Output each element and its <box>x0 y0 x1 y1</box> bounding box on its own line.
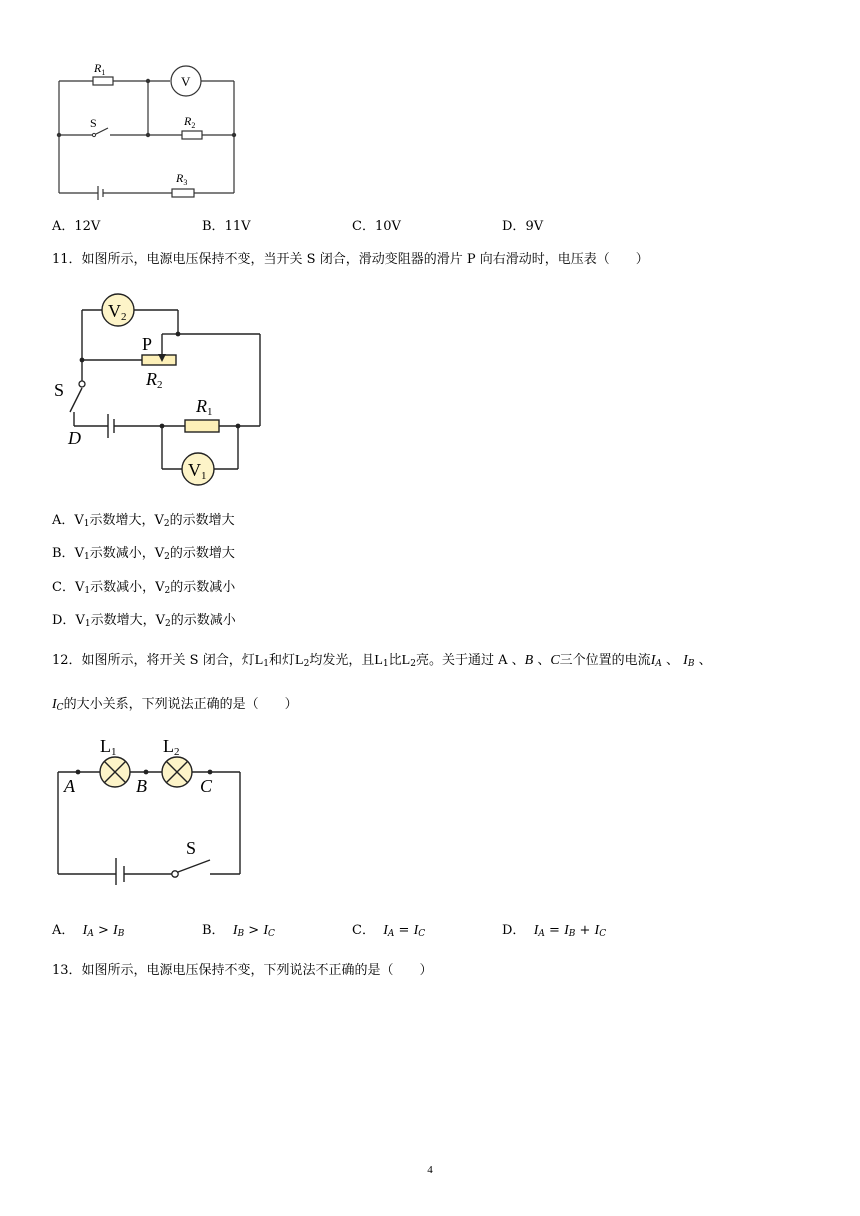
q11-v2-label: V2 <box>108 301 127 323</box>
q12-b-label: B <box>136 776 147 796</box>
q10-switch-label: S <box>90 116 97 130</box>
q12-stem-line1: 12．如图所示，将开关 S 闭合，灯$L_1$和灯$L_2$均发光，且$L_1$比$L_2$亮。关于通过 A 、B 、C三个位置的电流$I_A$ 、 $I_B$ 、 <box>52 653 712 669</box>
q11-s-label: S <box>54 380 65 400</box>
q11-p-label: P <box>142 334 153 354</box>
q10-circuit-diagram <box>50 55 250 205</box>
q12-l1-label: L1 <box>100 736 117 758</box>
q12-stem-line2: $I_C$的大小关系，下列说法正确的是（ ） <box>52 697 298 713</box>
q11-option-c[interactable]: C．$V_1$示数减小，$V_2$的示数减小 <box>52 580 236 596</box>
q11-stem: 11．如图所示，电源电压保持不变，当开关 S 闭合，滑动变阻器的滑片 P 向右滑动时，电压表（ ） <box>52 252 649 267</box>
q13-stem: 13．如图所示，电源电压保持不变，下列说法不正确的是（ ） <box>52 963 433 978</box>
q11-r1-label: R1 <box>196 396 213 418</box>
q11-option-d[interactable]: D．$V_1$示数增大，$V_2$的示数减小 <box>52 613 236 629</box>
q12-l2-label: L2 <box>163 736 180 758</box>
q12-circuit-diagram <box>50 730 250 885</box>
q11-d-label: D <box>68 428 81 448</box>
q12-s-label: S <box>186 838 197 858</box>
q10-option-b[interactable]: B．11V <box>202 219 251 234</box>
q10-voltmeter-label: V <box>181 74 191 89</box>
q12-c-label: C <box>200 776 213 796</box>
q12-option-d[interactable]: D． $I_A = I_B + I_C$ <box>502 923 607 939</box>
page-number: 4 <box>427 1164 433 1176</box>
q12-option-b[interactable]: B． $I_B > I_C$ <box>202 923 275 939</box>
q11-option-a[interactable]: A．$V_1$示数增大，$V_2$的示数增大 <box>52 513 235 529</box>
q10-r2-label: $R_2$ <box>184 114 196 130</box>
q10-option-d[interactable]: D．9V <box>502 219 544 234</box>
q10-r3-label: $R_3$ <box>176 171 188 187</box>
q10-option-a[interactable]: A．12V <box>52 219 101 234</box>
q12-option-c[interactable]: C． $I_A = I_C$ <box>352 923 426 939</box>
q11-circuit-diagram <box>50 288 270 498</box>
q11-r2-label: R2 <box>146 369 163 391</box>
q10-r1-label: $R_1$ <box>94 61 106 77</box>
q11-option-b[interactable]: B．$V_1$示数减小，$V_2$的示数增大 <box>52 546 235 562</box>
q12-option-a[interactable]: A． $I_A > I_B$ <box>52 923 125 939</box>
q11-v1-label: V1 <box>188 460 207 482</box>
q12-a-label: A <box>64 776 75 796</box>
q10-option-c[interactable]: C．10V <box>352 219 401 234</box>
